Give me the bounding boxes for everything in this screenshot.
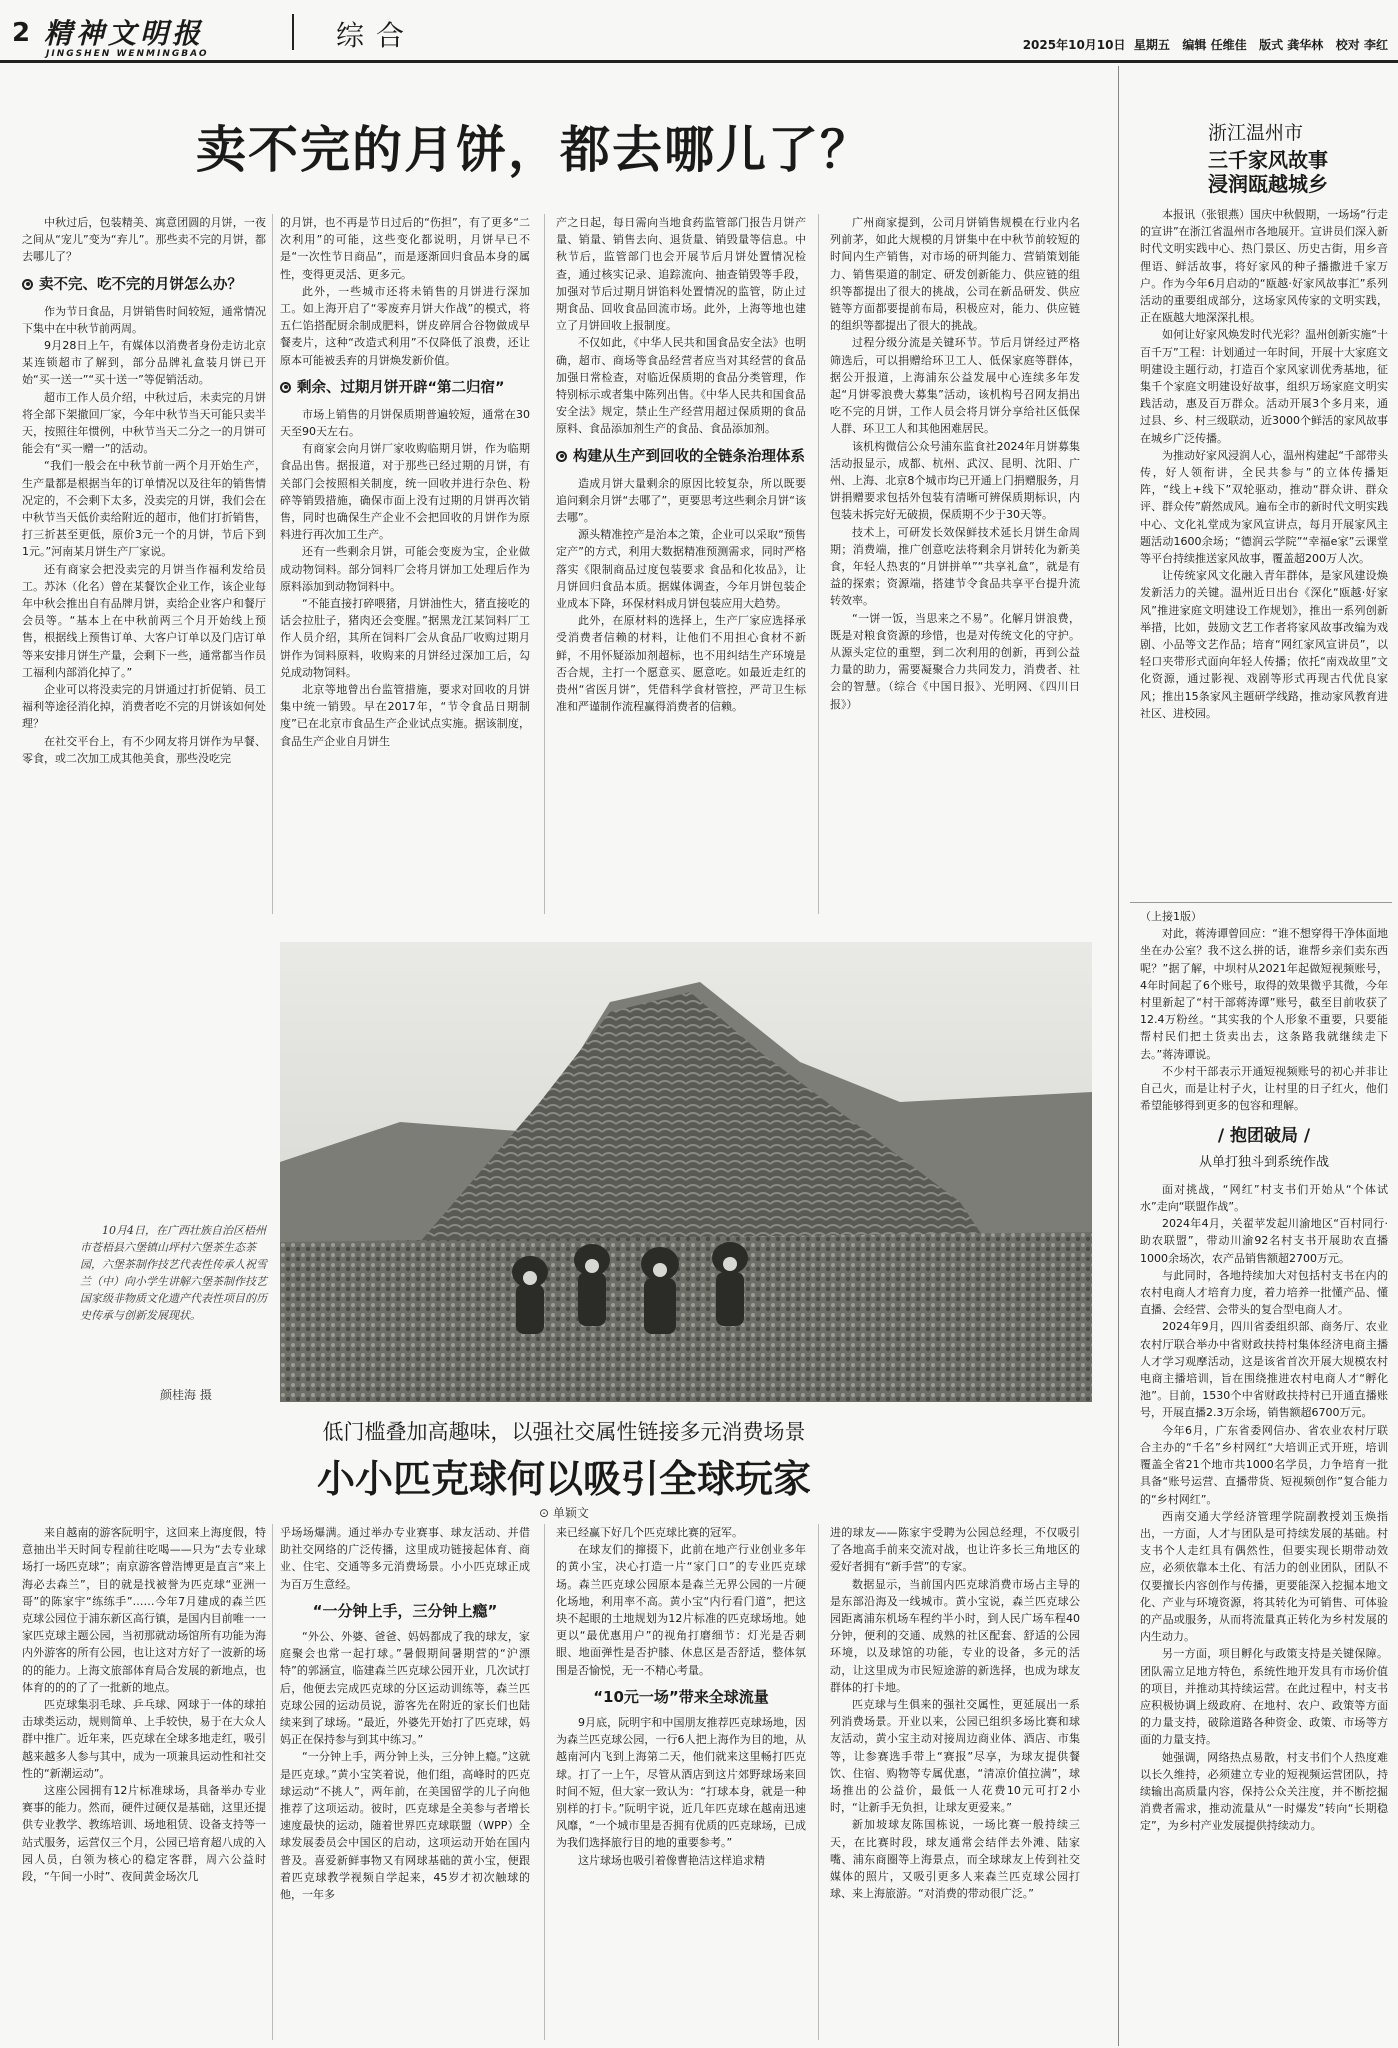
paragraph: 此外，一些城市还将未销售的月饼进行深加工。如上海开启了“零废弃月饼大作战”的模式，将五仁馅搭配厨余制成肥料，饼皮碎屑合谷物做成早餐麦片，这种“改造式利用”不仅降低了浪费，还让原本可能被丢弃的月饼焕发新价值。 bbox=[280, 284, 530, 367]
paragraph: 此外，在原材料的选择上，生产厂家应选择承受消费者信赖的材料，让他们不用担心食材不新鲜，不用怀疑添加剂超标，也不用纠结生产环境是否合规，主打一个愿意买、愿意吃。如最近走红的贵州“省医月饼”，凭借科学食材管控，严苛卫生标准和严谨制作流程赢得消费者的信赖。 bbox=[556, 614, 806, 714]
paragraph: 数据显示，当前国内匹克球消费市场占主导的是东部沿海及一线城市。黄小宝说，森兰匹克球公园距离浦东机场车程约半小时，到人民广场车程40分钟，便利的交通、成熟的社区配套、舒适的公园环境，以及球馆的功能，专业的设备，多元的活动，让这里成为市民短途游的新选择，也成为球友群体的打卡地。 bbox=[830, 1577, 1080, 1694]
photo-caption bbox=[80, 1222, 270, 1324]
continued-paragraph: 不少村干部表示开通短视频账号的初心并非让自己火，而是让村子火，让村里的日子红火，他们希望能够得到更多的包容和理解。 bbox=[1140, 1064, 1388, 1113]
pickleball-column-3 bbox=[556, 1524, 806, 2040]
main-column-3 bbox=[556, 214, 806, 924]
paragraph: 该机构微信公众号浦东监食社2024年月饼募集活动报显示，成都、杭州、武汉、昆明、沈阳、广州、上海、北京8个城市均已开通上门捐赠服务，月饼捐赠要求包括外包装有清晰可辨保质期标识，内包装未拆完好无破损，保质期不少于30天等。 bbox=[830, 439, 1080, 522]
paragraph: “我们一般会在中秋节前一两个月开始生产，生产量都是根据当年的订单情况以及往年的销售情况定的，不会剩下太多，没卖完的月饼，我们会在中秋节当天低价卖给附近的超市，他们打折销售，打三折甚至更低，原价3元一个的月饼，节后下到1元。”河南某月饼生产厂家说。 bbox=[22, 459, 266, 559]
paragraph: 还有商家会把没卖完的月饼当作福利发给员工。苏沐（化名）曾在某餐饮企业工作，该企业每年中秋会推出自有品牌月饼，卖给企业客户和餐厅会员等。“基本上在中秋前两三个月开始线上预售，根据线上预售订单、大客户订单以及门店订单等来安排月饼生产量，会剩下一些，通常都当作员工福利内部消化掉了。” bbox=[22, 562, 266, 679]
paragraph: “外公、外婆、爸爸、妈妈都成了我的球友，家庭聚会也常一起打球。”暑假期间暑期营的“沪漂特”的郭涵宣，临建森兰匹克球公园开业，几次试打后，他便去完成匹克球的分区运动训练等，森兰匹克球公园的运动员说，游客先在附近的家长们也陆续来到了球场。“最近，外婆先开始打了匹克球，妈妈正在保持参与到其中练习。” bbox=[280, 1630, 530, 1747]
page-number: 2 bbox=[12, 18, 31, 48]
subhead-text: 构建从生产到回收的全链条治理体系 bbox=[573, 448, 805, 465]
paragraph: 企业可以将没卖完的月饼通过打折促销、员工福利等途径消化掉，消费者吃不完的月饼该如何处理？ bbox=[22, 683, 266, 731]
paragraph: 市场上销售的月饼保质期普遍较短，通常在30天至90天左右。 bbox=[280, 407, 530, 439]
continued-subhead-note: 从单打独斗到系统作战 bbox=[1198, 1154, 1329, 1170]
continued-paragraph: 面对挑战，“网红”村支书们开始从“个体试水”走向“联盟作战”。 bbox=[1140, 1182, 1388, 1214]
pickleball-column-1 bbox=[22, 1524, 266, 2040]
continued-label: （上接1版） bbox=[1140, 910, 1202, 923]
paragraph: 乎场场爆满。通过举办专业赛事、球友活动、并借助社交网络的广泛传播，这里成功链接起体育、商业、住宅、交通等多元消费场景。小小匹克球正成为百万生意经。 bbox=[280, 1526, 530, 1591]
paragraph: 9月28日上午，有媒体以消费者身份走访北京某连锁超市了解到，部分品牌礼盒装月饼已开始“买一送一”“买十送一”等促销活动。 bbox=[22, 339, 266, 387]
sidebar-paragraph: 为推动好家风浸润人心，温州构建起“千部带头传，好人领衔讲，全民共参与”的立体传播矩阵，“线上+线下”双轮驱动，推动“群众讲、群众评、群众传”蔚然成风。遍布全市的新时代文明实践中心、文化礼堂成为家风宣讲点，每月开展家风主题活动1600余场；“德润云学院”“幸福e家”云课堂等平台持续推送家风故事，覆盖超200万人次。 bbox=[1140, 448, 1388, 566]
paragraph: 源头精准控产是治本之策，企业可以采取“预售定产”的方式，利用大数据精准预测需求，同时严格落实《限制商品过度包装要求 食品和化妆品》，让月饼回归食品本质。据媒体调查，今年月饼包装企业成本下降，环保材料成月饼包装应用大趋势。 bbox=[556, 528, 806, 611]
sidebar-headline-2: 浸润瓯越城乡 bbox=[1208, 172, 1328, 196]
main-headline: 卖不完的月饼，都去哪儿了？ bbox=[196, 121, 872, 179]
sidebar-paragraph: 让传统家风文化融入青年群体，是家风建设焕发新活力的关键。温州近日出台《深化“瓯越·好家风”推进家庭文明建设工作规划》，推出一系列创新举措，比如，鼓励文艺工作者将家风故事改编为戏剧、小品等文艺作品；培育“网红家风宣讲员”，以轻口夹带形式面向年轻人传播；依托“南戏故里”文化资源，通过影视、戏剧等形式再现古代优良家风；推出15条家风主题研学线路，推动家风教育进社区、进校园。 bbox=[1140, 569, 1388, 720]
continued-paragraph: 对此，蒋涛谭曾回应：“谁不想穿得干净体面地坐在办公室？我不这么拼的话，谁帮乡亲们卖东西呢？”据了解，中坝村从2021年起做短视频账号，4年时间起了6个账号，取得的效果微乎其微，今年村里新起了“村干部蒋涛谭”账号，截至目前收获了12.4万粉丝。“其实我的个人形象不重要，只要能帮村民们把土货卖出去，这条路我就继续走下去。”蒋涛谭说。 bbox=[1140, 927, 1388, 1061]
paragraph: “一分钟上手，两分钟上头，三分钟上瘾。”这就是匹克球。”黄小宝笑着说，他们组，高峰时的匹克球运动“不挑人”，两年前，在美国留学的儿子向他推荐了这项运动。彼时，匹克球是全美参与者增长速度最快的运动，随着世界匹克球联盟（WPP）全球发展委员会中国区的启动，这项运动开始在国内普及。喜爱新鲜事物又有网球基础的黄小宝，便跟着匹克球教学视频自学起来，45岁才初次触球的他，一年多 bbox=[280, 1750, 530, 1902]
paragraph: 技术上，可研发长效保鲜技术延长月饼生命周期；消费端，推广创意吃法将剩余月饼转化为新美食，年轻人热衷的“月饼拼单”“共享礼盒”，就是有益的探索；资源端，搭建节令食品共享平台提升流转效率。 bbox=[830, 525, 1080, 608]
subhead-text: 剩余、过期月饼开辟“第二归宿” bbox=[297, 379, 505, 396]
continued-subhead: / 抱团破局 / bbox=[1217, 1126, 1311, 1147]
paragraph: 不仅如此，《中华人民共和国食品安全法》也明确，超市、商场等食品经营者应当对其经营的食品加强日常检查，对临近保质期的食品分类管理，作特别标示或者集中陈列出售。《中华人民共和国食品安全法》规定，禁止生产经营用超过保质期的食品原料、食品添加剂生产的食品、食品添加剂。 bbox=[556, 336, 806, 436]
paragraph: 造成月饼大量剩余的原因比较复杂，所以既要追问剩余月饼“去哪了”，更要思考这些剩余月饼“该去哪”。 bbox=[556, 476, 806, 525]
paragraph: 产之日起，每日需向当地食药监管部门报告月饼产量、销量、销售去向、退货量、销毁量等信息。中秋节后，监管部门也会开展节后月饼处置情况检查，通过核实记录、追踪流向、抽查销毁等手段，加强对节后过期月饼馅料处置情况的监管，防止过期食品、回收食品回流市场。此外，上海等地也建立了月饼回收上报制度。 bbox=[556, 216, 806, 333]
paragraph: 在社交平台上，有不少网友将月饼作为早餐、零食，或二次加工成其他美食，那些没吃完 bbox=[22, 734, 266, 765]
continued-article bbox=[1140, 908, 1388, 2040]
sidebar-headline-1: 三千家风故事 bbox=[1208, 148, 1328, 172]
photo-credit: 颜桂海 摄 bbox=[160, 1388, 212, 1402]
masthead-rule bbox=[0, 60, 1398, 63]
main-column-4 bbox=[830, 214, 1080, 924]
main-column-2 bbox=[280, 214, 530, 924]
sidebar-paragraph: 本报讯（张银燕）国庆中秋假期，一场场“行走的宣讲”在浙江省温州市各地展开。宣讲员们深入新时代文明实践中心、热门景区、历史古街，用乡音俚语、鲜活故事，将好家风的种子播撒进千家万户。作为今年6月启动的“瓯越·好家风故事汇”系列活动的重要组成部分，这场家风传家的文明实践，正在瓯越大地深深扎根。 bbox=[1140, 208, 1388, 325]
subhead-bullet-icon bbox=[280, 382, 291, 393]
column-subhead bbox=[280, 377, 530, 400]
column-subhead: “10元一场”带来全球流量 bbox=[593, 1687, 769, 1706]
pickleball-column-2 bbox=[280, 1524, 530, 2040]
continued-paragraph: 她强调，网络热点易散，村支书们个人热度难以长久维持，必须建立专业的短视频运营团队，持续输出高质量内容，保持公众关注度，并不断挖掘消费者需求，推动流量从“一时爆发”转向“长期稳定”，为乡村产业发展提供持续动力。 bbox=[1140, 1750, 1388, 1833]
paper-logo: 精神文明报 bbox=[44, 17, 205, 50]
column-subhead bbox=[22, 274, 266, 297]
paragraph: 匹克球与生俱来的强社交属性，更延展出一系列消费场景。开业以来，公园已组织多场比赛和球友活动，黄小宝主动对接周边商业体、酒店、市集等，让参赛选手带上“赛报”尽享，为球友提供餐饮、住宿、购物等专属优惠，“清凉价值拉满”，球场推出的公益价，最低一人花费10元可打2小时，“让新手无负担，让球友更爱来。” bbox=[830, 1698, 1080, 1815]
paragraph: 的月饼，也不再是节日过后的“伤担”，有了更多“二次利用”的可能，这些变化都说明，月饼早已不是“一次性节日商品”，而是逐渐回归食品本身的属性，变得更灵活、更多元。 bbox=[280, 216, 530, 281]
paragraph: 在球友们的撺掇下，此前在地产行业创业多年的黄小宝，决心打造一片“家门口”的专业匹克球场。森兰匹克球公园原本是森兰无界公园的一片硬化场地，利用率不高。黄小宝“内行看门道”，把这块不起眼的土地规划为12片标准的匹克球场地。她更以“最优惠用户”的视角打磨细节：灯光是否刺眼、地面弹性是否护膝、休息区是否舒适，整体氛围是否愉悦，无一不精心考量。 bbox=[556, 1543, 806, 1677]
subhead-bullet-icon bbox=[22, 279, 33, 290]
subhead-text: 卖不完、吃不完的月饼怎么办？ bbox=[39, 276, 242, 293]
paragraph: 这座公园拥有12片标准球场，具备举办专业赛事的能力。然而，硬件过硬仅是基础，这里还提供专业教学、教练培训、场地租赁、设备支持等一站式服务，运营仅三个月，公园已培育超八成的入园人员，白领为核心的稳定客群，周六公益时段，“午间一小时”、夜间黄金场次几 bbox=[22, 1784, 266, 1884]
continued-paragraph: 2024年4月，关翟苹发起川渝地区“百村同行·助农联盟”，带动川渝92名村支书开展助农直播1000余场次，农产品销售额超2700万元。 bbox=[1140, 1217, 1388, 1265]
paragraph: 有商家会向月饼厂家收购临期月饼，作为临期食品出售。据报道，对于那些已经过期的月饼，有关部门会按照相关制度，统一回收并进行杂色、粉碎等销毁措施，确保市面上没有过期的月饼再次销售，同时也确保生产企业不会把回收的月饼作为原料进行再次加工生产。 bbox=[280, 442, 530, 542]
continued-subhead-text: 抱团破局 bbox=[1230, 1126, 1298, 1147]
continued-paragraph: 另一方面，项目孵化与政策支持是关键保障。团队需立足地方特色，系统性地开发具有市场价值的项目，并推动其持续运营。在此过程中，村支书应积极协调上级政府、在地村、农户、政策等方面的力量支持，破除道路各种资金、政策、市场等方面的力量支持。 bbox=[1140, 1647, 1388, 1747]
pickleball-byline: ⊙ 单颖文 bbox=[539, 1506, 589, 1520]
paragraph: 匹克球集羽毛球、乒乓球、网球于一体的球拍击球类运动，规则简单、上手较快，易于在大众人群中推广。近年来，匹克球在全球多地走红，吸引越来越多人参与其中，成为一项兼具运动性和社交性的“新潮运动”。 bbox=[22, 1698, 266, 1780]
continued-paragraph: 西南交通大学经济管理学院副教授刘玉焕指出，一方面，人才与团队是可持续发展的基础。村支书个人走红具有偶然性，但要实现长期带动效应，必须依靠本土化、有活力的创业团队，团队不仅要擅长内容创作与传播，更要能深入挖掘本地文化、产业与环境资源，将其转化为可销售、可体验的产品或服务，从而将流量真正转化为乡村发展的内生动力。 bbox=[1140, 1509, 1388, 1644]
sidebar-body bbox=[1140, 206, 1388, 896]
paragraph: 广州商家提到，公司月饼销售规模在行业内名列前茅，如此大规模的月饼集中在中秋节前较短的时间内生产销售，对市场的研判能力、营销策划能力、销售渠道的制定、研发创新能力、供应链的组织等都提出了很大的挑战，公司在新品研发、供应链等方面都要提前布局，积极应对，能力、供应链的组织等都提出了很大的挑战。 bbox=[830, 216, 1080, 333]
paragraph: “不能直接打碎喂猪，月饼油性大，猪直接吃的话会拉肚子，猪肉还会变腥。”据黑龙江某饲料厂工作人员介绍，其所在饲料厂会从食品厂收购过期月饼作为饲料原料，收购来的月饼经过深加工后，勾兑成动物饲料。 bbox=[280, 597, 530, 679]
column-subhead bbox=[556, 446, 806, 469]
continued-paragraph: 与此同时，各地持续加大对包括村支书在内的农村电商人才培育力度，着力培养一批懂产品、懂直播、会经营、会带头的复合型电商人才。 bbox=[1140, 1268, 1388, 1317]
paragraph: 过程分级分流是关键环节。节后月饼经过严格筛选后，可以捐赠给环卫工人、低保家庭等群体，据公开报道，上海浦东公益发展中心连续多年发起“月饼零浪费大募集”活动，该机构号召网友捐出吃不完的月饼，工作人员会将月饼分享给社区低保人群、环卫工人和其他困难居民。 bbox=[830, 336, 1080, 436]
paragraph: 来已经赢下好几个匹克球比赛的冠军。 bbox=[556, 1526, 743, 1539]
paragraph: 还有一些剩余月饼，可能会变废为宝，企业做成动物饲料。部分饲料厂会将月饼加工处理后作为原料添加到动物饲料中。 bbox=[280, 545, 530, 593]
main-column-1 bbox=[22, 214, 266, 924]
tea-garden-photo bbox=[280, 942, 1092, 1402]
pickleball-headline: 小小匹克球何以吸引全球玩家 bbox=[316, 1457, 811, 1501]
paragraph: 北京等地曾出台监管措施，要求对回收的月饼集中统一销毁。早在2017年，“节令食品日期制度”已在北京市食品生产企业试点实施。据该制度，食品生产企业自月饼生 bbox=[280, 683, 530, 748]
paragraph: 中秋过后，包装精美、寓意团圆的月饼，一夜之间从“宠儿”变为“弃儿”。那些卖不完的月饼，都去哪儿了？ bbox=[22, 216, 266, 264]
section-label: 综合 bbox=[336, 19, 417, 52]
sidebar-kicker: 浙江温州市 bbox=[1208, 122, 1304, 144]
continued-paragraph: 今年6月，广东省委网信办、省农业农村厅联合主办的“千名”乡村网红“大培训正式开班，培训覆盖全省21个地市共1000名学员，力争培育一批具备“账号运营、直播带货、短视频创作”复合能力的“乡村网红”。 bbox=[1140, 1423, 1388, 1506]
paragraph: “一饼一饭，当思来之不易”。化解月饼浪费，既是对粮食资源的珍惜，也是对传统文化的守护。从源头定位的重塑，到二次利用的创新，再到公益力量的助力，需要凝聚合力共同发力，消费者、社会的智慧。（综合《中国日报》、光明网、《四川日报》） bbox=[830, 611, 1080, 711]
paper-pinyin: JINGSHEN WENMINGBAO bbox=[46, 49, 209, 59]
photo-caption-text: 10月4日，在广西壮族自治区梧州市苍梧县六堡镇山坪村六堡茶生态茶园，六堡茶制作技艺代表性传承人祝雪兰（中）向小学生讲解六堡茶制作技艺国家级非物质文化遗产代表性项目的历史传承与创新发展现状。 bbox=[80, 1224, 267, 1322]
paragraph: 这片球场也吸引着像曹艳洁这样追求精 bbox=[578, 1853, 765, 1867]
paragraph: 来自越南的游客阮明宇，这回来上海度假，特意抽出半天时间专程前往吃喝——只为“去专业球场打一场匹克球”；南京游客曾浩博更是直言“来上海必去森兰”，目的就是找被誉为匹克球“亚洲一哥”的陈家宇“练练手”……今年7月建成的森兰匹克球公园位于浦东新区高行镇，是国内目前唯一一家匹克球主题公园，当初那就动场馆所有功能为海内外游客的所有公园，也让这对方好了一波新的场的的能力。上海文旅部体育局合发展的新地点，也体育的的的了了一批新的地点。 bbox=[22, 1526, 266, 1694]
pickleball-kicker: 低门槛叠加高趣味，以强社交属性链接多元消费场景 bbox=[322, 1420, 806, 1444]
paragraph: 进的球友——陈家宇受聘为公园总经理，不仅吸引了各地高手前来交流对战，也让许多长三角地区的爱好者拥有“新手营”的专家。 bbox=[830, 1526, 1080, 1574]
paragraph: 新加坡球友陈国栋说，一场比赛一般持续三天，在比赛时段，球友通常会结伴去外滩、陆家嘴、浦东商圈等上海景点，而全球球友上传到社交媒体的照片，又吸引更多人来森兰匹克球公园打球、来上海旅游。“对消费的带动很广泛。” bbox=[830, 1818, 1080, 1901]
paragraph: 作为节日食品，月饼销售时间较短，通常情况下集中在中秋节前两周。 bbox=[22, 304, 266, 335]
paragraph: 超市工作人员介绍，中秋过后，未卖完的月饼将全部下架撤回厂家，今年中秋节当天可能只卖半天，按照往年惯例，中秋节当天二分之一的月饼可能会有“买一赠一”的活动。 bbox=[22, 390, 266, 456]
date-line: 2025年10月10日 星期五 编辑 任维佳 版式 龚华林 校对 李红 bbox=[1022, 38, 1388, 52]
pickleball-column-4 bbox=[830, 1524, 1080, 2040]
pickleball-byline-name: 单颖文 bbox=[552, 1506, 589, 1520]
masthead bbox=[0, 0, 1398, 64]
tea-garden-image bbox=[280, 942, 1092, 1402]
sidebar-paragraph: 如何让好家风焕发时代光彩？温州创新实施“十百千万”工程：计划通过一年时间，开展十大家庭文明建设主题行动，打造百个家风家训优秀基地，征集千个家庭文明建设好故事，组织万场家庭文明实践活动，惠及百万群众。活动开展3个多月来，通过县、乡、村三级联动，近3000个鲜活的家风故事在城乡广泛传播。 bbox=[1140, 328, 1388, 445]
paragraph: 9月底，阮明宇和中国朋友推荐匹克球场地，因为森兰匹克球公园，一行6人把上海作为目的地，从越南河内飞到上海第二天，他们就来这里畅打匹克球。打了一上午，尽管从酒店到这片郊野球场来回时间不短，但大家一致认为：“打球本身，就是一种别样的打卡。”阮明宇说，近几年匹克球在越南迅速风靡，“一个城市里是否拥有优质的匹克球场，已成为我们选择旅行目的地的重要参考。” bbox=[556, 1716, 806, 1850]
column-subhead: “一分钟上手，三分钟上瘾” bbox=[312, 1601, 498, 1620]
continued-paragraph: 2024年9月，四川省委组织部、商务厅、农业农村厅联合举办中省财政扶持村集体经济电商主播人才学习观摩活动，这是该省首次开展大规模农村电商主播培训，旨在围绕推进农村电商人才“孵化池”。目前，1530个中省财政扶持村已开通直播账号，开展直播2.3万余场，销售额超6700万元。 bbox=[1140, 1320, 1388, 1420]
masthead-divider bbox=[292, 14, 294, 50]
subhead-bullet-icon bbox=[556, 451, 567, 462]
